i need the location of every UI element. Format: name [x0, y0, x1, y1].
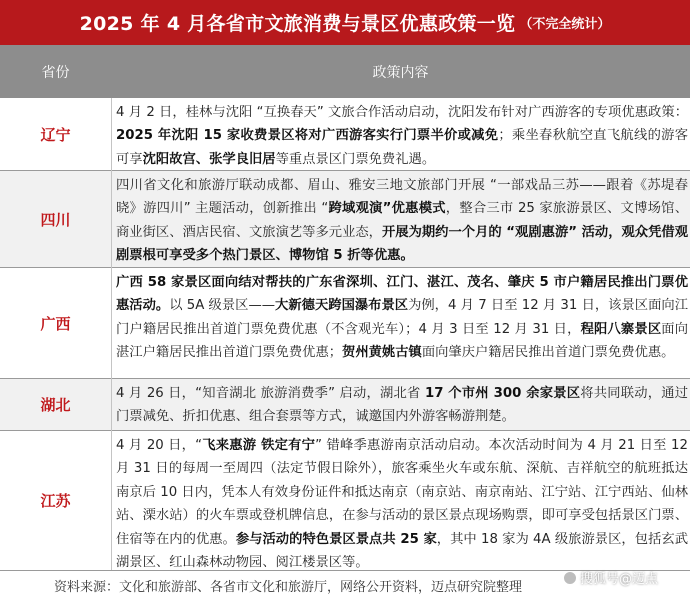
highlight-text: 飞来惠游 铁定有宁: [202, 438, 316, 453]
policy-text: ；乘坐春秋航空直飞航线的游客可享: [116, 128, 689, 167]
table-row: [0, 431, 690, 570]
province-cell: 江苏: [40, 492, 71, 510]
table-row: [0, 171, 690, 267]
highlight-text: 2025 年沈阳 15 家收费景区将对广西游客实行门票半价或减免: [116, 128, 499, 144]
policy-text: ” 错峰季惠游南京活动启动。本次活动时间为 4 月 21 日至 12 月 31 日的每周一至周四（法定节假日除外），旅客乘坐火车或东航、深航、吉祥航空的航班抵达南京后 10 日内，凭本人有效身份证件和抵达南京（南京站、南京南站、江宁站、江宁西站、仙林站、溧水站）的火车票或登机牌信息，在参与活动的景区景点现场购票，即可享受包括景区门票、住宿等在内的优惠。: [116, 438, 688, 547]
policy-content: [116, 434, 688, 574]
column-divider: [111, 98, 112, 570]
watermark: [560, 568, 658, 587]
policy-text: 等重点景区门票免费礼遇。: [275, 151, 436, 167]
highlight-text: 大新德天跨国瀑布景区: [275, 298, 409, 314]
highlight-text: 开展为期约一个月的 “观剧惠游” 活动，观众凭借观剧票根可享受多个热门景区、博物馆 5 折等优惠。: [116, 224, 688, 264]
policy-content: [116, 271, 688, 365]
policy-text: 将共同联动，通过门票减免、折扣优惠、组合套票等方式，诚邀国内外游客畅游荆楚。: [116, 386, 688, 425]
table-header: [0, 45, 690, 98]
policy-text: 面向肇庆户籍居民推出首道门票免费优惠。: [421, 345, 675, 361]
header-province: 省份: [41, 64, 70, 81]
policy-text: 4 月 2 日，桂林与沈阳 “互换春天” 文旅合作活动启动，沈阳发布针对广西游客的专项优惠政策：: [116, 105, 688, 120]
policy-text: ，其中 18 家为 4A 级旅游景区，包括玄武湖景区、红山森林动物园、阅江楼景区等。: [116, 531, 689, 571]
policy-content: [116, 174, 688, 268]
policy-text: 4 月 20 日，“: [116, 438, 203, 453]
policy-text: 面向湛江户籍居民推出首道门票免费优惠；: [116, 321, 689, 361]
policy-content: [116, 382, 688, 429]
title-bar: [0, 0, 690, 45]
highlight-text: 贺州黄姚古镇: [342, 345, 422, 361]
highlight-text: 程阳八寨景区: [580, 321, 662, 337]
watermark-text: 搜狐号@迈点: [580, 572, 659, 587]
province-cell: 湖北: [40, 396, 71, 414]
source-note: 资料来源：文化和旅游部、各省市文化和旅游厅，网络公开资料，迈点研究院整理: [54, 580, 523, 595]
province-cell: 辽宁: [40, 125, 71, 144]
table-title: 2025 年 4 月各省市文旅消费与景区优惠政策一览: [79, 13, 516, 35]
highlight-text: 沈阳故宫、张学良旧居: [142, 151, 276, 167]
policy-text: 4 月 26 日，“知音湖北 旅游消费季” 启动，湖北省: [116, 386, 425, 401]
highlight-text: 广西 58 家景区面向结对帮扶的广东省深圳、江门、湛江、茂名、肇庆 5 市户籍居民推出门票优惠活动。: [116, 275, 688, 314]
sohu-logo-icon: [563, 571, 577, 585]
table-row: [0, 379, 690, 430]
highlight-text: 参与活动的特色景区景点共 25 家: [235, 531, 437, 547]
table-row: [0, 268, 690, 378]
title-note: （不完全统计）: [519, 17, 611, 32]
policy-content: [116, 101, 688, 171]
policy-text: 为例，4 月 7 日至 12 月 31 日，该景区面向江门户籍居民推出首道门票免费优惠（不含观光车）；4 月 3 日至 12 月 31 日，: [116, 298, 688, 337]
policy-text: ，整合三市 25 家旅游景区、文博场馆、商业街区、酒店民宿、文旅演艺等多元业态，: [116, 201, 688, 240]
policy-text: 以 5A 级景区——: [169, 298, 276, 314]
table-row: [0, 98, 690, 170]
province-cell: 四川: [40, 210, 71, 229]
policy-text: 四川省文化和旅游厅联动成都、眉山、雅安三地文旅部门开展 “一部戏品三苏——跟着《苏堤春晓》游四川” 主题活动，创新推出 “: [116, 178, 688, 217]
highlight-text: 跨域观演”优惠模式: [328, 201, 446, 217]
province-cell: 广西: [40, 314, 71, 333]
highlight-text: 17 个市州 300 余家景区: [424, 386, 581, 401]
header-content: 政策内容: [372, 64, 429, 81]
